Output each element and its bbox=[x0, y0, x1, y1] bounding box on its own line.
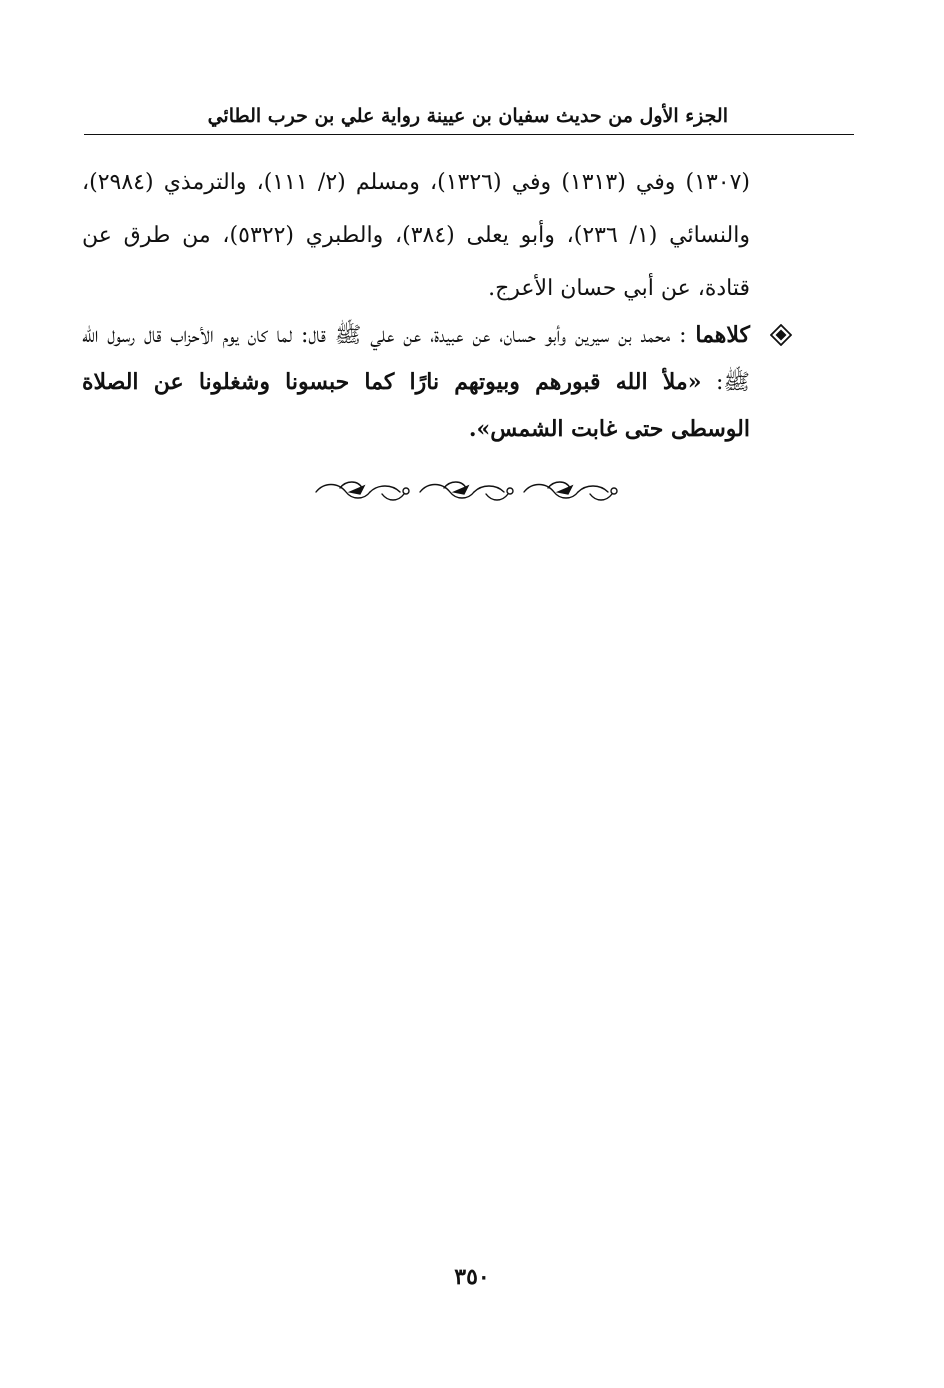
running-header bbox=[84, 98, 854, 135]
citation-text: (١٣٠٧) وفي (١٣١٣) وفي (١٣٢٦)، ومسلم (٢/ ١١١)، والترمذي (٢٩٨٤)، والنسائي (١/ ٢٣٦)، وأبو يعلى (٣٨٤)، والطبري (٥٣٢٢)، من طرق عن قتادة، عن أبي حسان الأعرج. bbox=[82, 170, 751, 301]
header-rule bbox=[84, 134, 854, 135]
citation-paragraph bbox=[82, 156, 750, 315]
entry-quote: «ملأ الله قبورهم وبيوتهم نارًا كما حبسونا وشغلونا عن الصلاة الوسطى حتى غابت الشمس». bbox=[82, 369, 750, 442]
page-number: ٣٥٠ bbox=[454, 1264, 490, 1290]
floral-divider-ornament bbox=[312, 476, 622, 506]
book-title: الجزء الأول من حديث سفيان بن عيينة رواية علي بن حرب الطائي bbox=[207, 105, 728, 127]
hadith-entry bbox=[82, 312, 750, 453]
diamond-bullet-icon bbox=[770, 324, 792, 346]
entry-text: : محمد بن سيرين وأبو حسان، عن عبيدة، عن علي ﷺ قال: لما كان يوم الأحزاب قال رسول الله ﷺ: bbox=[82, 323, 750, 395]
entry-lead: كلاهما bbox=[695, 322, 750, 348]
